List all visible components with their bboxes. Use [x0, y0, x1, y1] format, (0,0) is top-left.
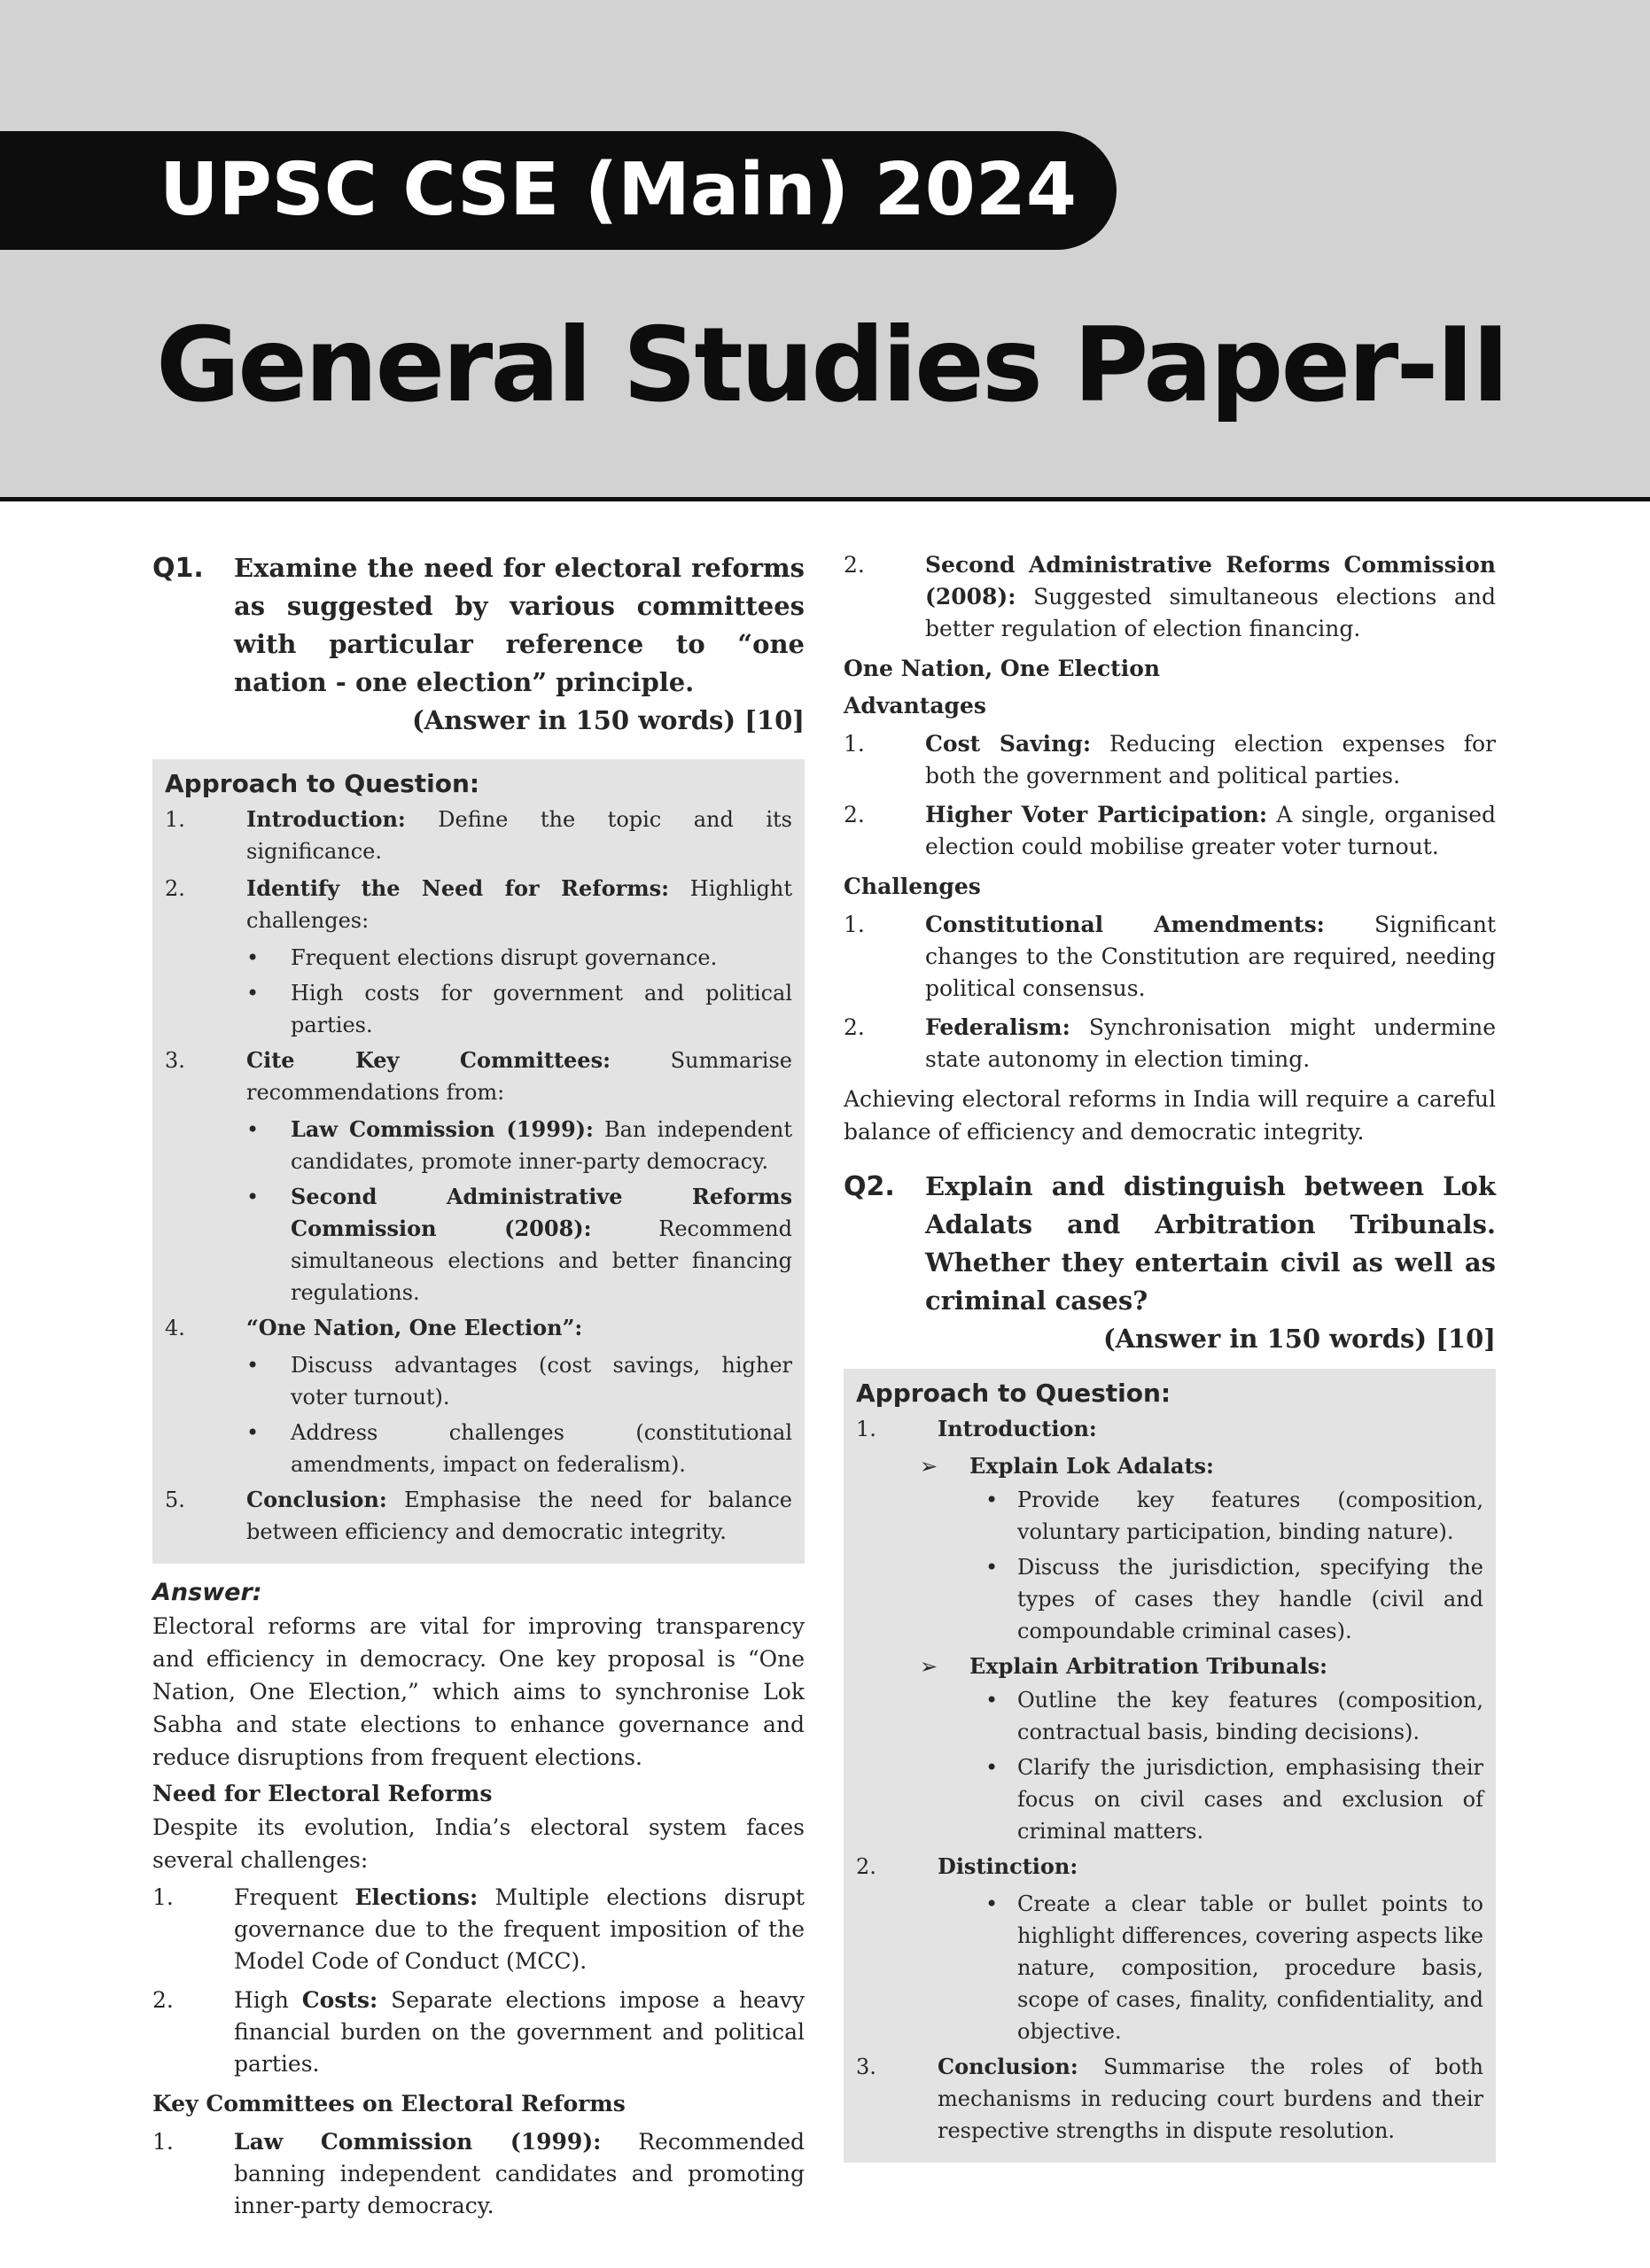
- subheading-onoe: One Nation, One Election: [844, 656, 1161, 681]
- approach-item: 1. Introduction:: [856, 1416, 1097, 1441]
- question-1: [152, 549, 805, 740]
- subheading-advantages: Advantages: [844, 693, 986, 718]
- approach-bullet: • Address challenges (constitutional amendments, impact on federalism).: [246, 1420, 792, 1477]
- left-column: [152, 549, 805, 2229]
- approach-item: 2. Distinction:: [856, 1853, 1078, 1879]
- approach-item: 3. Cite Key Committees: Summarise recommendations from:: [165, 1047, 792, 1105]
- approach-bullet: • High costs for government and political parties.: [246, 981, 792, 1037]
- approach-item: 1. Introduction: Define the topic and its significance.: [165, 806, 792, 864]
- arrow-icon: ➢: [920, 1654, 938, 1679]
- arrow-icon: ➢: [920, 1454, 938, 1479]
- approach-arrow-item: ➢ Explain Lok Adalats:: [920, 1450, 1483, 1482]
- challenge-item: 2. Federalism: Synchronisation might undermine state autonomy in election timing.: [844, 1014, 1496, 1072]
- answer-intro: Electoral reforms are vital for improving transparency and efficiency in democracy. One key proposal is “One Nation, One Election,” which aims to synchronise Lok Sabha and state elections to enhance governance and reduce disruptions from frequent elections.: [152, 1613, 805, 1770]
- approach-bullet: • Frequent elections disrupt governance.: [246, 945, 718, 970]
- approach-item: 2. Identify the Need for Reforms: Highlight challenges:: [165, 875, 793, 933]
- advantage-item: 1. Cost Saving: Reducing election expenses for both the government and political parties.: [844, 731, 1496, 788]
- question-marks: (Answer in 150 words) [10]: [411, 705, 805, 735]
- approach-item: 3. Conclusion: Summarise the roles of both mechanisms in reducing court burdens and their respective strengths in dispute resolution.: [856, 2054, 1483, 2143]
- answer-heading: Answer:: [152, 1579, 262, 1606]
- approach-heading: Approach to Question:: [856, 1379, 1171, 1408]
- exam-banner: [0, 131, 1117, 250]
- need-item: 1. Frequent Elections: Multiple elections disrupt governance due to the frequent imposition of the Model Code of Conduct (MCC).: [152, 1884, 805, 1974]
- approach-bullet: • Provide key features (composition, voluntary participation, binding nature).: [985, 1487, 1483, 1544]
- answer-conclusion: Achieving electoral reforms in India will require a careful balance of efficiency and democratic integrity.: [844, 1086, 1496, 1145]
- approach-bullet: • Discuss advantages (cost savings, higher voter turnout).: [246, 1353, 792, 1410]
- paper-title: General Studies Paper-II: [156, 306, 1507, 425]
- approach-bullet: • Discuss the jurisdiction, specifying the types of cases they handle (civil and compoundable criminal cases).: [985, 1555, 1483, 1643]
- question-2: [844, 1168, 1496, 1358]
- subheading-committees: Key Committees on Electoral Reforms: [152, 2091, 626, 2117]
- approach-box: [152, 759, 805, 1564]
- approach-arrow-item: ➢ Explain Arbitration Tribunals:: [920, 1651, 1483, 1682]
- subheading-need: Need for Electoral Reforms: [152, 1781, 493, 1806]
- question-number: Q2.: [844, 1171, 895, 1202]
- approach-item: 4. “One Nation, One Election”:: [165, 1315, 583, 1340]
- question-text: Examine the need for electoral reforms as suggested by various committees with particular reference to “one nation - one election” principle.: [234, 553, 805, 697]
- approach-bullet: • Outline the key features (composition, contractual basis, binding decisions).: [985, 1688, 1483, 1744]
- question-text: Explain and distinguish between Lok Adalats and Arbitration Tribunals. Whether they entertain civil as well as criminal cases?: [925, 1171, 1496, 1316]
- need-intro: Despite its evolution, India’s electoral system faces several challenges:: [152, 1814, 805, 1873]
- committee-item: 1. Law Commission (1999): Recommended banning independent candidates and promoting inner-party democracy.: [152, 2129, 805, 2218]
- exam-banner-text: UPSC CSE (Main) 2024: [160, 148, 1077, 232]
- approach-bullet: • Clarify the jurisdiction, emphasising their focus on civil cases and exclusion of criminal matters.: [985, 1755, 1483, 1844]
- subheading-challenges: Challenges: [844, 874, 981, 899]
- challenge-item: 1. Constitutional Amendments: Significant changes to the Constitution are required, needing political consensus.: [844, 912, 1496, 1001]
- advantage-item: 2. Higher Voter Participation: A single, organised election could mobilise greater voter turnout.: [844, 802, 1496, 859]
- approach-item: 5. Conclusion: Emphasise the need for balance between efficiency and democratic integrity.: [165, 1487, 792, 1544]
- approach-box: [844, 1369, 1496, 2163]
- approach-heading: Approach to Question:: [165, 769, 480, 798]
- approach-bullet: • Create a clear table or bullet points to highlight differences, covering aspects like nature, composition, procedure basis, scope of cases, finality, confidentiality, and objective.: [985, 1891, 1483, 2044]
- committee-item: 2. Second Administrative Reforms Commission (2008): Suggested simultaneous elections and better regulation of election financing.: [844, 552, 1496, 641]
- question-number: Q1.: [152, 553, 204, 584]
- approach-bullet: • Second Administrative Reforms Commission (2008): Recommend simultaneous elections and better financing regulations.: [246, 1184, 792, 1305]
- approach-bullet: • Law Commission (1999): Ban independent candidates, promote inner-party democracy.: [246, 1116, 792, 1174]
- right-column: [844, 549, 1496, 2175]
- question-marks: (Answer in 150 words) [10]: [1102, 1324, 1496, 1354]
- need-item: 2. High Costs: Separate elections impose a heavy financial burden on the government and political parties.: [152, 1987, 805, 2077]
- page-header: [0, 0, 1650, 501]
